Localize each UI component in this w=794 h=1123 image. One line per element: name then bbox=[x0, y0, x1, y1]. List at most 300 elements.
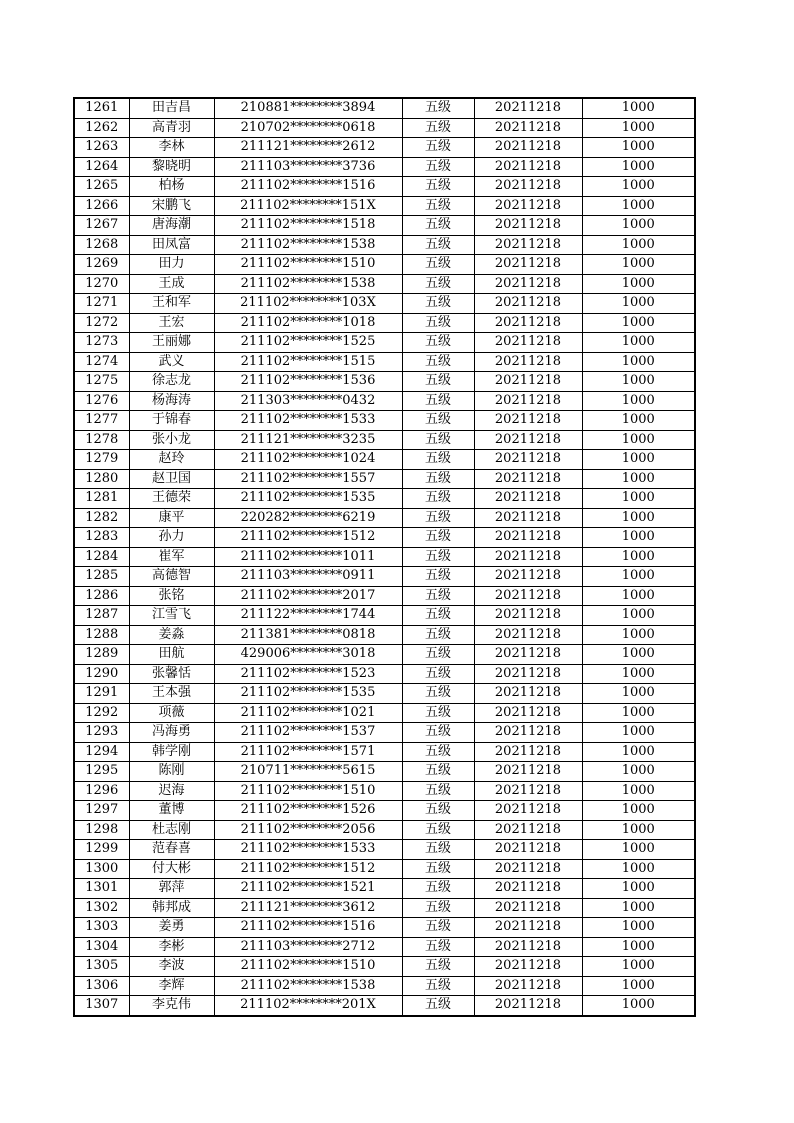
amount-cell: 1000 bbox=[582, 976, 695, 996]
name-cell: 韩学刚 bbox=[129, 742, 214, 762]
level-cell: 五级 bbox=[402, 177, 474, 197]
date-cell: 20211218 bbox=[474, 567, 582, 587]
id-number-cell: 211102********1516 bbox=[214, 177, 402, 197]
date-cell: 20211218 bbox=[474, 801, 582, 821]
row-number-cell: 1303 bbox=[74, 918, 129, 938]
row-number-cell: 1281 bbox=[74, 489, 129, 509]
name-cell: 杨海涛 bbox=[129, 391, 214, 411]
name-cell: 韩邦成 bbox=[129, 898, 214, 918]
amount-cell: 1000 bbox=[582, 294, 695, 314]
table-row bbox=[74, 781, 695, 801]
date-cell: 20211218 bbox=[474, 606, 582, 626]
table-row bbox=[74, 625, 695, 645]
row-number-cell: 1270 bbox=[74, 274, 129, 294]
table-row bbox=[74, 274, 695, 294]
row-number-cell: 1278 bbox=[74, 430, 129, 450]
table-row bbox=[74, 645, 695, 665]
row-number-cell: 1297 bbox=[74, 801, 129, 821]
amount-cell: 1000 bbox=[582, 528, 695, 548]
name-cell: 田凤富 bbox=[129, 235, 214, 255]
row-number-cell: 1269 bbox=[74, 255, 129, 275]
date-cell: 20211218 bbox=[474, 879, 582, 899]
name-cell: 江雪飞 bbox=[129, 606, 214, 626]
row-number-cell: 1299 bbox=[74, 840, 129, 860]
amount-cell: 1000 bbox=[582, 118, 695, 138]
level-cell: 五级 bbox=[402, 567, 474, 587]
name-cell: 李彬 bbox=[129, 937, 214, 957]
name-cell: 孙力 bbox=[129, 528, 214, 548]
level-cell: 五级 bbox=[402, 723, 474, 743]
row-number-cell: 1287 bbox=[74, 606, 129, 626]
date-cell: 20211218 bbox=[474, 469, 582, 489]
level-cell: 五级 bbox=[402, 762, 474, 782]
id-number-cell: 211102********1538 bbox=[214, 274, 402, 294]
date-cell: 20211218 bbox=[474, 528, 582, 548]
id-number-cell: 211102********1533 bbox=[214, 411, 402, 431]
table-row bbox=[74, 898, 695, 918]
name-cell: 李波 bbox=[129, 957, 214, 977]
table-row bbox=[74, 157, 695, 177]
row-number-cell: 1291 bbox=[74, 684, 129, 704]
level-cell: 五级 bbox=[402, 450, 474, 470]
row-number-cell: 1267 bbox=[74, 216, 129, 236]
table-row bbox=[74, 411, 695, 431]
amount-cell: 1000 bbox=[582, 859, 695, 879]
level-cell: 五级 bbox=[402, 606, 474, 626]
id-number-cell: 211102********1557 bbox=[214, 469, 402, 489]
date-cell: 20211218 bbox=[474, 859, 582, 879]
amount-cell: 1000 bbox=[582, 411, 695, 431]
amount-cell: 1000 bbox=[582, 196, 695, 216]
level-cell: 五级 bbox=[402, 820, 474, 840]
level-cell: 五级 bbox=[402, 937, 474, 957]
level-cell: 五级 bbox=[402, 196, 474, 216]
amount-cell: 1000 bbox=[582, 742, 695, 762]
name-cell: 赵卫国 bbox=[129, 469, 214, 489]
level-cell: 五级 bbox=[402, 879, 474, 899]
name-cell: 姜勇 bbox=[129, 918, 214, 938]
row-number-cell: 1296 bbox=[74, 781, 129, 801]
amount-cell: 1000 bbox=[582, 469, 695, 489]
table-row bbox=[74, 742, 695, 762]
date-cell: 20211218 bbox=[474, 684, 582, 704]
table-row bbox=[74, 216, 695, 236]
row-number-cell: 1292 bbox=[74, 703, 129, 723]
date-cell: 20211218 bbox=[474, 313, 582, 333]
date-cell: 20211218 bbox=[474, 391, 582, 411]
level-cell: 五级 bbox=[402, 216, 474, 236]
name-cell: 李林 bbox=[129, 138, 214, 158]
date-cell: 20211218 bbox=[474, 333, 582, 353]
level-cell: 五级 bbox=[402, 98, 474, 118]
date-cell: 20211218 bbox=[474, 996, 582, 1016]
date-cell: 20211218 bbox=[474, 586, 582, 606]
table-row bbox=[74, 196, 695, 216]
amount-cell: 1000 bbox=[582, 235, 695, 255]
id-number-cell: 211102********1510 bbox=[214, 781, 402, 801]
row-number-cell: 1272 bbox=[74, 313, 129, 333]
date-cell: 20211218 bbox=[474, 976, 582, 996]
row-number-cell: 1277 bbox=[74, 411, 129, 431]
table-row bbox=[74, 235, 695, 255]
amount-cell: 1000 bbox=[582, 177, 695, 197]
id-number-cell: 211102********1518 bbox=[214, 216, 402, 236]
level-cell: 五级 bbox=[402, 528, 474, 548]
level-cell: 五级 bbox=[402, 996, 474, 1016]
amount-cell: 1000 bbox=[582, 547, 695, 567]
table-row bbox=[74, 723, 695, 743]
table-row bbox=[74, 430, 695, 450]
id-number-cell: 211102********2056 bbox=[214, 820, 402, 840]
row-number-cell: 1307 bbox=[74, 996, 129, 1016]
name-cell: 田力 bbox=[129, 255, 214, 275]
id-number-cell: 211102********1018 bbox=[214, 313, 402, 333]
row-number-cell: 1304 bbox=[74, 937, 129, 957]
name-cell: 姜淼 bbox=[129, 625, 214, 645]
amount-cell: 1000 bbox=[582, 352, 695, 372]
name-cell: 张铭 bbox=[129, 586, 214, 606]
table-row bbox=[74, 996, 695, 1016]
roster-table bbox=[73, 97, 696, 1017]
row-number-cell: 1282 bbox=[74, 508, 129, 528]
amount-cell: 1000 bbox=[582, 703, 695, 723]
id-number-cell: 211102********1571 bbox=[214, 742, 402, 762]
date-cell: 20211218 bbox=[474, 157, 582, 177]
table-row bbox=[74, 684, 695, 704]
date-cell: 20211218 bbox=[474, 372, 582, 392]
name-cell: 范春喜 bbox=[129, 840, 214, 860]
name-cell: 田吉昌 bbox=[129, 98, 214, 118]
table-row bbox=[74, 664, 695, 684]
id-number-cell: 211102********1512 bbox=[214, 528, 402, 548]
roster-table-body bbox=[74, 98, 695, 1016]
level-cell: 五级 bbox=[402, 957, 474, 977]
row-number-cell: 1262 bbox=[74, 118, 129, 138]
id-number-cell: 211103********2712 bbox=[214, 937, 402, 957]
level-cell: 五级 bbox=[402, 157, 474, 177]
amount-cell: 1000 bbox=[582, 313, 695, 333]
row-number-cell: 1300 bbox=[74, 859, 129, 879]
name-cell: 黎晓明 bbox=[129, 157, 214, 177]
level-cell: 五级 bbox=[402, 489, 474, 509]
row-number-cell: 1284 bbox=[74, 547, 129, 567]
date-cell: 20211218 bbox=[474, 664, 582, 684]
table-row bbox=[74, 879, 695, 899]
table-row bbox=[74, 586, 695, 606]
amount-cell: 1000 bbox=[582, 138, 695, 158]
row-number-cell: 1293 bbox=[74, 723, 129, 743]
row-number-cell: 1279 bbox=[74, 450, 129, 470]
level-cell: 五级 bbox=[402, 138, 474, 158]
date-cell: 20211218 bbox=[474, 918, 582, 938]
amount-cell: 1000 bbox=[582, 762, 695, 782]
table-row bbox=[74, 391, 695, 411]
id-number-cell: 211102********1536 bbox=[214, 372, 402, 392]
amount-cell: 1000 bbox=[582, 157, 695, 177]
amount-cell: 1000 bbox=[582, 586, 695, 606]
row-number-cell: 1264 bbox=[74, 157, 129, 177]
name-cell: 于锦春 bbox=[129, 411, 214, 431]
table-row bbox=[74, 255, 695, 275]
date-cell: 20211218 bbox=[474, 820, 582, 840]
amount-cell: 1000 bbox=[582, 372, 695, 392]
table-row bbox=[74, 489, 695, 509]
id-number-cell: 211102********1510 bbox=[214, 957, 402, 977]
table-row bbox=[74, 840, 695, 860]
amount-cell: 1000 bbox=[582, 606, 695, 626]
table-row bbox=[74, 606, 695, 626]
level-cell: 五级 bbox=[402, 547, 474, 567]
row-number-cell: 1301 bbox=[74, 879, 129, 899]
level-cell: 五级 bbox=[402, 664, 474, 684]
table-row bbox=[74, 957, 695, 977]
table-row bbox=[74, 801, 695, 821]
row-number-cell: 1288 bbox=[74, 625, 129, 645]
date-cell: 20211218 bbox=[474, 352, 582, 372]
date-cell: 20211218 bbox=[474, 255, 582, 275]
table-row bbox=[74, 372, 695, 392]
name-cell: 杜志刚 bbox=[129, 820, 214, 840]
level-cell: 五级 bbox=[402, 313, 474, 333]
level-cell: 五级 bbox=[402, 352, 474, 372]
name-cell: 陈刚 bbox=[129, 762, 214, 782]
name-cell: 董博 bbox=[129, 801, 214, 821]
id-number-cell: 211102********1535 bbox=[214, 684, 402, 704]
level-cell: 五级 bbox=[402, 255, 474, 275]
date-cell: 20211218 bbox=[474, 98, 582, 118]
name-cell: 张馨恬 bbox=[129, 664, 214, 684]
level-cell: 五级 bbox=[402, 294, 474, 314]
name-cell: 高青羽 bbox=[129, 118, 214, 138]
id-number-cell: 211103********0911 bbox=[214, 567, 402, 587]
level-cell: 五级 bbox=[402, 430, 474, 450]
id-number-cell: 211102********1024 bbox=[214, 450, 402, 470]
row-number-cell: 1280 bbox=[74, 469, 129, 489]
id-number-cell: 211102********1512 bbox=[214, 859, 402, 879]
id-number-cell: 220282********6219 bbox=[214, 508, 402, 528]
table-row bbox=[74, 528, 695, 548]
level-cell: 五级 bbox=[402, 508, 474, 528]
row-number-cell: 1274 bbox=[74, 352, 129, 372]
level-cell: 五级 bbox=[402, 840, 474, 860]
id-number-cell: 211122********1744 bbox=[214, 606, 402, 626]
id-number-cell: 211102********1538 bbox=[214, 235, 402, 255]
amount-cell: 1000 bbox=[582, 567, 695, 587]
table-row bbox=[74, 820, 695, 840]
amount-cell: 1000 bbox=[582, 508, 695, 528]
amount-cell: 1000 bbox=[582, 781, 695, 801]
row-number-cell: 1290 bbox=[74, 664, 129, 684]
level-cell: 五级 bbox=[402, 801, 474, 821]
date-cell: 20211218 bbox=[474, 781, 582, 801]
amount-cell: 1000 bbox=[582, 450, 695, 470]
amount-cell: 1000 bbox=[582, 801, 695, 821]
date-cell: 20211218 bbox=[474, 547, 582, 567]
date-cell: 20211218 bbox=[474, 138, 582, 158]
level-cell: 五级 bbox=[402, 976, 474, 996]
level-cell: 五级 bbox=[402, 898, 474, 918]
table-row bbox=[74, 918, 695, 938]
id-number-cell: 211102********1535 bbox=[214, 489, 402, 509]
row-number-cell: 1275 bbox=[74, 372, 129, 392]
id-number-cell: 211303********0432 bbox=[214, 391, 402, 411]
amount-cell: 1000 bbox=[582, 98, 695, 118]
level-cell: 五级 bbox=[402, 645, 474, 665]
id-number-cell: 211102********1538 bbox=[214, 976, 402, 996]
date-cell: 20211218 bbox=[474, 274, 582, 294]
date-cell: 20211218 bbox=[474, 703, 582, 723]
row-number-cell: 1283 bbox=[74, 528, 129, 548]
level-cell: 五级 bbox=[402, 469, 474, 489]
id-number-cell: 211121********2612 bbox=[214, 138, 402, 158]
amount-cell: 1000 bbox=[582, 645, 695, 665]
amount-cell: 1000 bbox=[582, 996, 695, 1016]
date-cell: 20211218 bbox=[474, 742, 582, 762]
name-cell: 郭萍 bbox=[129, 879, 214, 899]
date-cell: 20211218 bbox=[474, 840, 582, 860]
table-row bbox=[74, 762, 695, 782]
id-number-cell: 211102********2017 bbox=[214, 586, 402, 606]
table-row bbox=[74, 703, 695, 723]
row-number-cell: 1265 bbox=[74, 177, 129, 197]
date-cell: 20211218 bbox=[474, 723, 582, 743]
level-cell: 五级 bbox=[402, 703, 474, 723]
level-cell: 五级 bbox=[402, 235, 474, 255]
amount-cell: 1000 bbox=[582, 723, 695, 743]
date-cell: 20211218 bbox=[474, 489, 582, 509]
table-row bbox=[74, 976, 695, 996]
date-cell: 20211218 bbox=[474, 645, 582, 665]
id-number-cell: 211102********1021 bbox=[214, 703, 402, 723]
level-cell: 五级 bbox=[402, 742, 474, 762]
table-row bbox=[74, 469, 695, 489]
id-number-cell: 211102********1515 bbox=[214, 352, 402, 372]
date-cell: 20211218 bbox=[474, 177, 582, 197]
table-row bbox=[74, 937, 695, 957]
amount-cell: 1000 bbox=[582, 489, 695, 509]
name-cell: 王德荣 bbox=[129, 489, 214, 509]
name-cell: 冯海勇 bbox=[129, 723, 214, 743]
level-cell: 五级 bbox=[402, 274, 474, 294]
row-number-cell: 1305 bbox=[74, 957, 129, 977]
table-row bbox=[74, 450, 695, 470]
date-cell: 20211218 bbox=[474, 957, 582, 977]
row-number-cell: 1273 bbox=[74, 333, 129, 353]
id-number-cell: 211102********1537 bbox=[214, 723, 402, 743]
date-cell: 20211218 bbox=[474, 216, 582, 236]
level-cell: 五级 bbox=[402, 781, 474, 801]
table-row bbox=[74, 313, 695, 333]
amount-cell: 1000 bbox=[582, 684, 695, 704]
id-number-cell: 211121********3235 bbox=[214, 430, 402, 450]
id-number-cell: 211102********201X bbox=[214, 996, 402, 1016]
date-cell: 20211218 bbox=[474, 118, 582, 138]
amount-cell: 1000 bbox=[582, 840, 695, 860]
date-cell: 20211218 bbox=[474, 235, 582, 255]
amount-cell: 1000 bbox=[582, 898, 695, 918]
row-number-cell: 1286 bbox=[74, 586, 129, 606]
name-cell: 武义 bbox=[129, 352, 214, 372]
table-row bbox=[74, 508, 695, 528]
amount-cell: 1000 bbox=[582, 333, 695, 353]
row-number-cell: 1266 bbox=[74, 196, 129, 216]
date-cell: 20211218 bbox=[474, 508, 582, 528]
level-cell: 五级 bbox=[402, 918, 474, 938]
name-cell: 赵玲 bbox=[129, 450, 214, 470]
id-number-cell: 211102********1516 bbox=[214, 918, 402, 938]
row-number-cell: 1271 bbox=[74, 294, 129, 314]
row-number-cell: 1276 bbox=[74, 391, 129, 411]
level-cell: 五级 bbox=[402, 118, 474, 138]
amount-cell: 1000 bbox=[582, 274, 695, 294]
amount-cell: 1000 bbox=[582, 937, 695, 957]
row-number-cell: 1306 bbox=[74, 976, 129, 996]
level-cell: 五级 bbox=[402, 411, 474, 431]
id-number-cell: 211102********1011 bbox=[214, 547, 402, 567]
id-number-cell: 211102********1526 bbox=[214, 801, 402, 821]
date-cell: 20211218 bbox=[474, 625, 582, 645]
table-row bbox=[74, 294, 695, 314]
amount-cell: 1000 bbox=[582, 391, 695, 411]
name-cell: 迟海 bbox=[129, 781, 214, 801]
name-cell: 柏杨 bbox=[129, 177, 214, 197]
id-number-cell: 429006********3018 bbox=[214, 645, 402, 665]
amount-cell: 1000 bbox=[582, 664, 695, 684]
id-number-cell: 211121********3612 bbox=[214, 898, 402, 918]
amount-cell: 1000 bbox=[582, 820, 695, 840]
level-cell: 五级 bbox=[402, 859, 474, 879]
id-number-cell: 210702********0618 bbox=[214, 118, 402, 138]
date-cell: 20211218 bbox=[474, 937, 582, 957]
level-cell: 五级 bbox=[402, 625, 474, 645]
row-number-cell: 1289 bbox=[74, 645, 129, 665]
level-cell: 五级 bbox=[402, 391, 474, 411]
name-cell: 王宏 bbox=[129, 313, 214, 333]
date-cell: 20211218 bbox=[474, 762, 582, 782]
table-row bbox=[74, 567, 695, 587]
amount-cell: 1000 bbox=[582, 918, 695, 938]
name-cell: 付大彬 bbox=[129, 859, 214, 879]
id-number-cell: 211102********103X bbox=[214, 294, 402, 314]
id-number-cell: 211102********1533 bbox=[214, 840, 402, 860]
id-number-cell: 211381********0818 bbox=[214, 625, 402, 645]
date-cell: 20211218 bbox=[474, 411, 582, 431]
row-number-cell: 1263 bbox=[74, 138, 129, 158]
level-cell: 五级 bbox=[402, 333, 474, 353]
name-cell: 徐志龙 bbox=[129, 372, 214, 392]
date-cell: 20211218 bbox=[474, 294, 582, 314]
row-number-cell: 1268 bbox=[74, 235, 129, 255]
id-number-cell: 211102********1510 bbox=[214, 255, 402, 275]
amount-cell: 1000 bbox=[582, 255, 695, 275]
table-row bbox=[74, 352, 695, 372]
row-number-cell: 1294 bbox=[74, 742, 129, 762]
id-number-cell: 211102********1523 bbox=[214, 664, 402, 684]
row-number-cell: 1302 bbox=[74, 898, 129, 918]
table-row bbox=[74, 177, 695, 197]
name-cell: 康平 bbox=[129, 508, 214, 528]
id-number-cell: 211102********151X bbox=[214, 196, 402, 216]
table-row bbox=[74, 138, 695, 158]
date-cell: 20211218 bbox=[474, 450, 582, 470]
id-number-cell: 211102********1521 bbox=[214, 879, 402, 899]
name-cell: 高德智 bbox=[129, 567, 214, 587]
table-row bbox=[74, 98, 695, 118]
level-cell: 五级 bbox=[402, 684, 474, 704]
id-number-cell: 211103********3736 bbox=[214, 157, 402, 177]
amount-cell: 1000 bbox=[582, 430, 695, 450]
name-cell: 王丽娜 bbox=[129, 333, 214, 353]
